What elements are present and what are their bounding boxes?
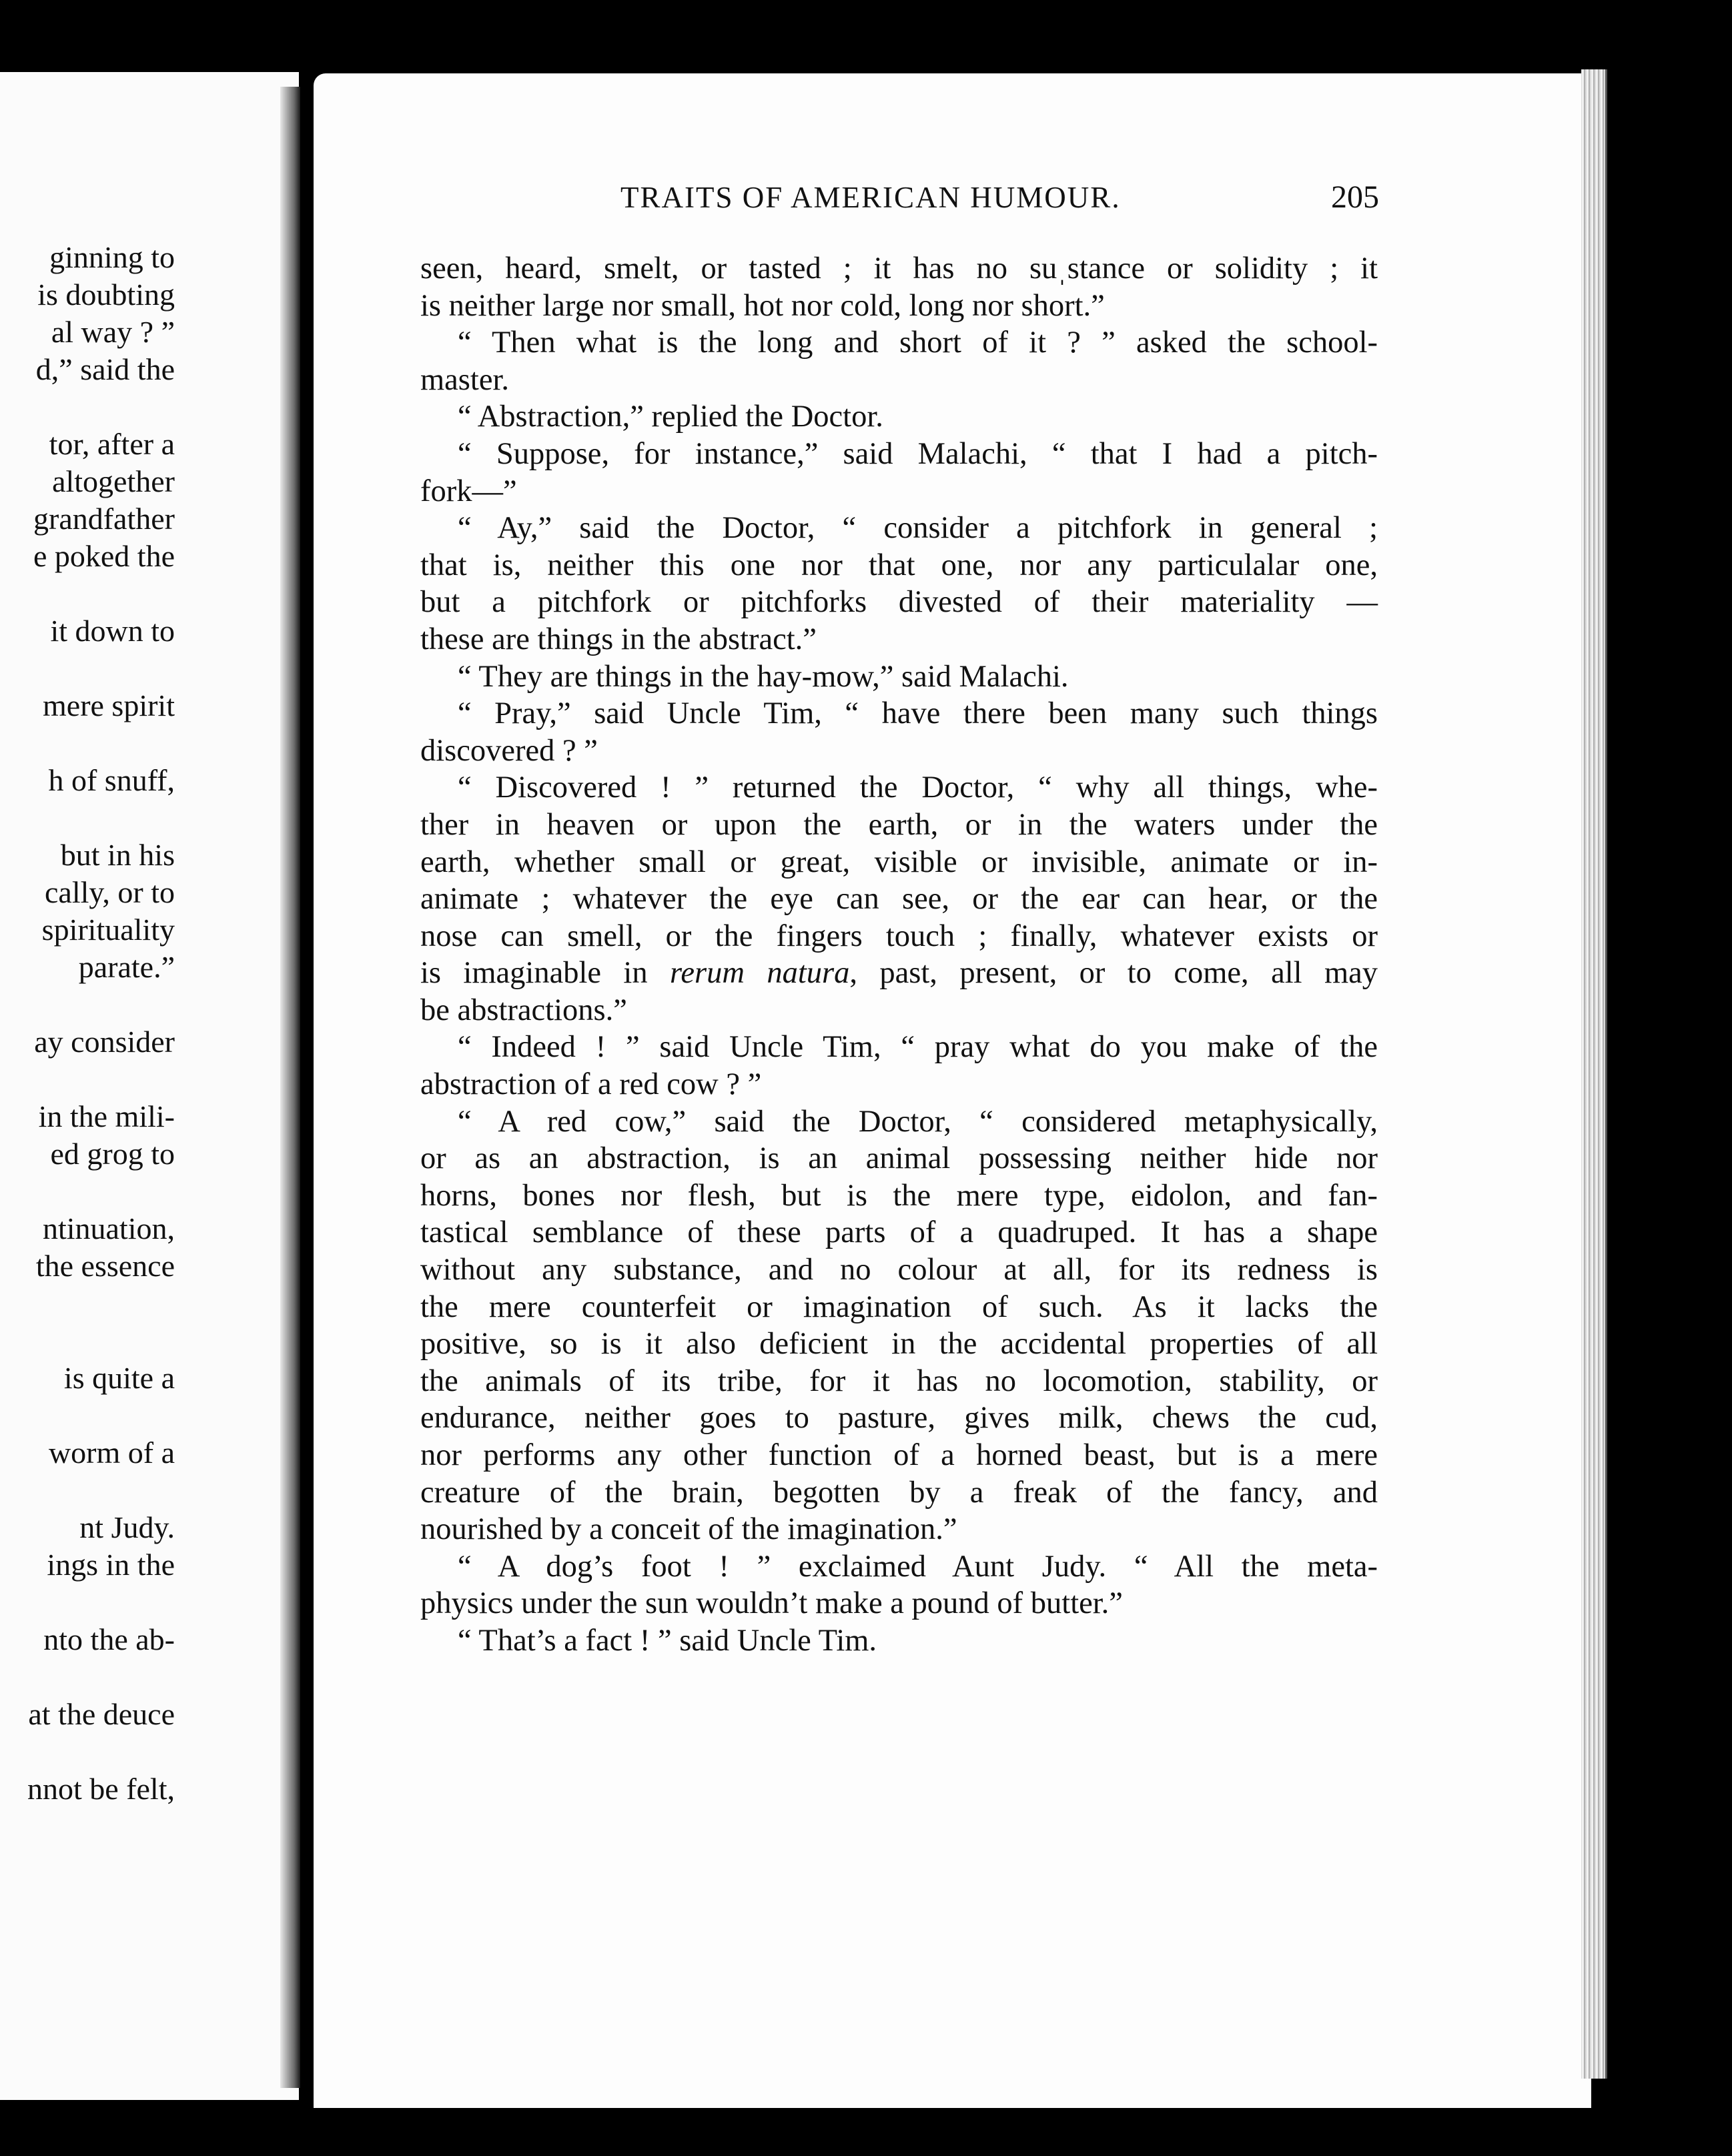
left-page-line: al way ? ”: [51, 315, 175, 349]
text-line: nose can smell, or the fingers touch ; finally, whatever exists or: [420, 919, 1378, 953]
running-head: TRAITS OF AMERICAN HUMOUR.: [620, 181, 1121, 214]
text-line: creature of the brain, begotten by a freak of the fancy, and: [420, 1475, 1378, 1510]
left-page-line: h of snuff,: [48, 763, 175, 797]
text-line: tastical semblance of these parts of a quadruped. It has a shape: [420, 1215, 1378, 1250]
text-line: nourished by a conceit of the imagination.”: [420, 1512, 957, 1547]
left-page-line: cally, or to: [44, 875, 175, 909]
right-page: [314, 73, 1591, 2108]
text-line: “ A red cow,” said the Doctor, “ considered metaphysically,: [458, 1104, 1378, 1139]
page-block-edge: [1581, 69, 1607, 2079]
text-line: physics under the sun wouldn’t make a pound of butter.”: [420, 1586, 1123, 1621]
text-line: “ Suppose, for instance,” said Malachi, “ that I had a pitch-: [458, 436, 1378, 471]
left-page-line: worm of a: [48, 1436, 175, 1470]
left-page-line: spirituality: [41, 913, 175, 947]
text-line: seen, heard, smelt, or tasted ; it has no suˌstance or solidity ; it: [420, 251, 1378, 286]
text-line: or as an abstraction, is an animal possessing neither hide nor: [420, 1141, 1378, 1176]
text-line: positive, so is it also deficient in the accidental properties of all: [420, 1327, 1378, 1362]
text-line: master.: [420, 362, 510, 397]
left-page-line: tor, after a: [49, 427, 175, 461]
left-page-line: nto the ab-: [43, 1622, 175, 1656]
left-page-line: it down to: [50, 614, 175, 648]
text-line: these are things in the abstract.”: [420, 622, 817, 656]
text-line: endurance, neither goes to pasture, gives milk, chews the cud,: [420, 1401, 1378, 1436]
left-page-line: the essence: [35, 1249, 175, 1283]
text-line: nor performs any other function of a horned beast, but is a mere: [420, 1438, 1378, 1472]
left-page-line: in the mili-: [38, 1099, 175, 1133]
text-line: “ They are things in the hay-mow,” said Malachi.: [458, 659, 1069, 694]
left-page-line: nt Judy.: [79, 1510, 175, 1544]
text-line: the mere counterfeit or imagination of such. As it lacks the: [420, 1289, 1378, 1324]
left-page-line: but in his: [60, 838, 175, 872]
left-page-line: parate.”: [78, 950, 175, 984]
left-page-line: nnot be felt,: [27, 1772, 175, 1806]
text-line: “ Abstraction,” replied the Doctor.: [458, 400, 883, 434]
text-line: “ Discovered ! ” returned the Doctor, “ why all things, whe-: [458, 770, 1378, 805]
text-line: ther in heaven or upon the earth, or in the waters under the: [420, 807, 1378, 842]
text-line: “ A dog’s foot ! ” exclaimed Aunt Judy. “ All the meta-: [458, 1549, 1378, 1584]
left-page-line: grandfather: [33, 502, 175, 536]
left-page-line: is quite a: [63, 1361, 175, 1395]
gutter-shadow: [280, 87, 300, 2088]
text-line: discovered ? ”: [420, 733, 598, 768]
left-page-line: at the deuce: [28, 1697, 175, 1731]
left-page-line: ed grog to: [50, 1137, 175, 1171]
text-line: “ Indeed ! ” said Uncle Tim, “ pray what do you make of the: [458, 1030, 1378, 1065]
text-line: horns, bones nor flesh, but is the mere type, eidolon, and fan-: [420, 1178, 1378, 1213]
left-page-line: is doubting: [37, 278, 175, 312]
text-line: “ Then what is the long and short of it ? ” asked the school-: [458, 326, 1378, 360]
text-line: be abstractions.”: [420, 993, 627, 1027]
text-line: that is, neither this one nor that one, nor any particulalar one,: [420, 548, 1378, 582]
text-line: is neither large nor small, hot nor cold, long nor short.”: [420, 288, 1105, 323]
text-line: “ Ay,” said the Doctor, “ consider a pitchfork in general ;: [458, 511, 1378, 546]
left-page-line: ntinuation,: [42, 1211, 175, 1245]
text-line: but a pitchfork or pitchforks divested of their materiality —: [420, 585, 1378, 620]
left-page-line: ginning to: [49, 240, 175, 274]
left-page-line: ay consider: [34, 1025, 175, 1059]
page-number: 205: [1331, 179, 1379, 215]
text-line: “ That’s a fact ! ” said Uncle Tim.: [458, 1623, 877, 1658]
left-page-line: altogether: [52, 464, 175, 498]
text-line: fork—”: [420, 474, 517, 508]
left-page: [0, 72, 299, 2100]
text-line: “ Pray,” said Uncle Tim, “ have there been many such things: [458, 696, 1378, 731]
text-line: the animals of its tribe, for it has no locomotion, stability, or: [420, 1364, 1378, 1398]
body-text: [420, 250, 1378, 1660]
text-line: is imaginable in rerum natura, past, present, or to come, all may: [420, 956, 1378, 991]
text-line: earth, whether small or great, visible or invisible, animate or in-: [420, 845, 1378, 879]
left-page-line: e poked the: [33, 539, 175, 573]
left-page-line: mere spirit: [43, 688, 175, 722]
left-page-line: d,” said the: [35, 352, 175, 386]
text-line: animate ; whatever the eye can see, or the ear can hear, or the: [420, 882, 1378, 917]
left-page-line: ings in the: [47, 1548, 175, 1582]
text-line: without any substance, and no colour at all, for its redness is: [420, 1253, 1378, 1287]
text-line: abstraction of a red cow ? ”: [420, 1067, 762, 1102]
